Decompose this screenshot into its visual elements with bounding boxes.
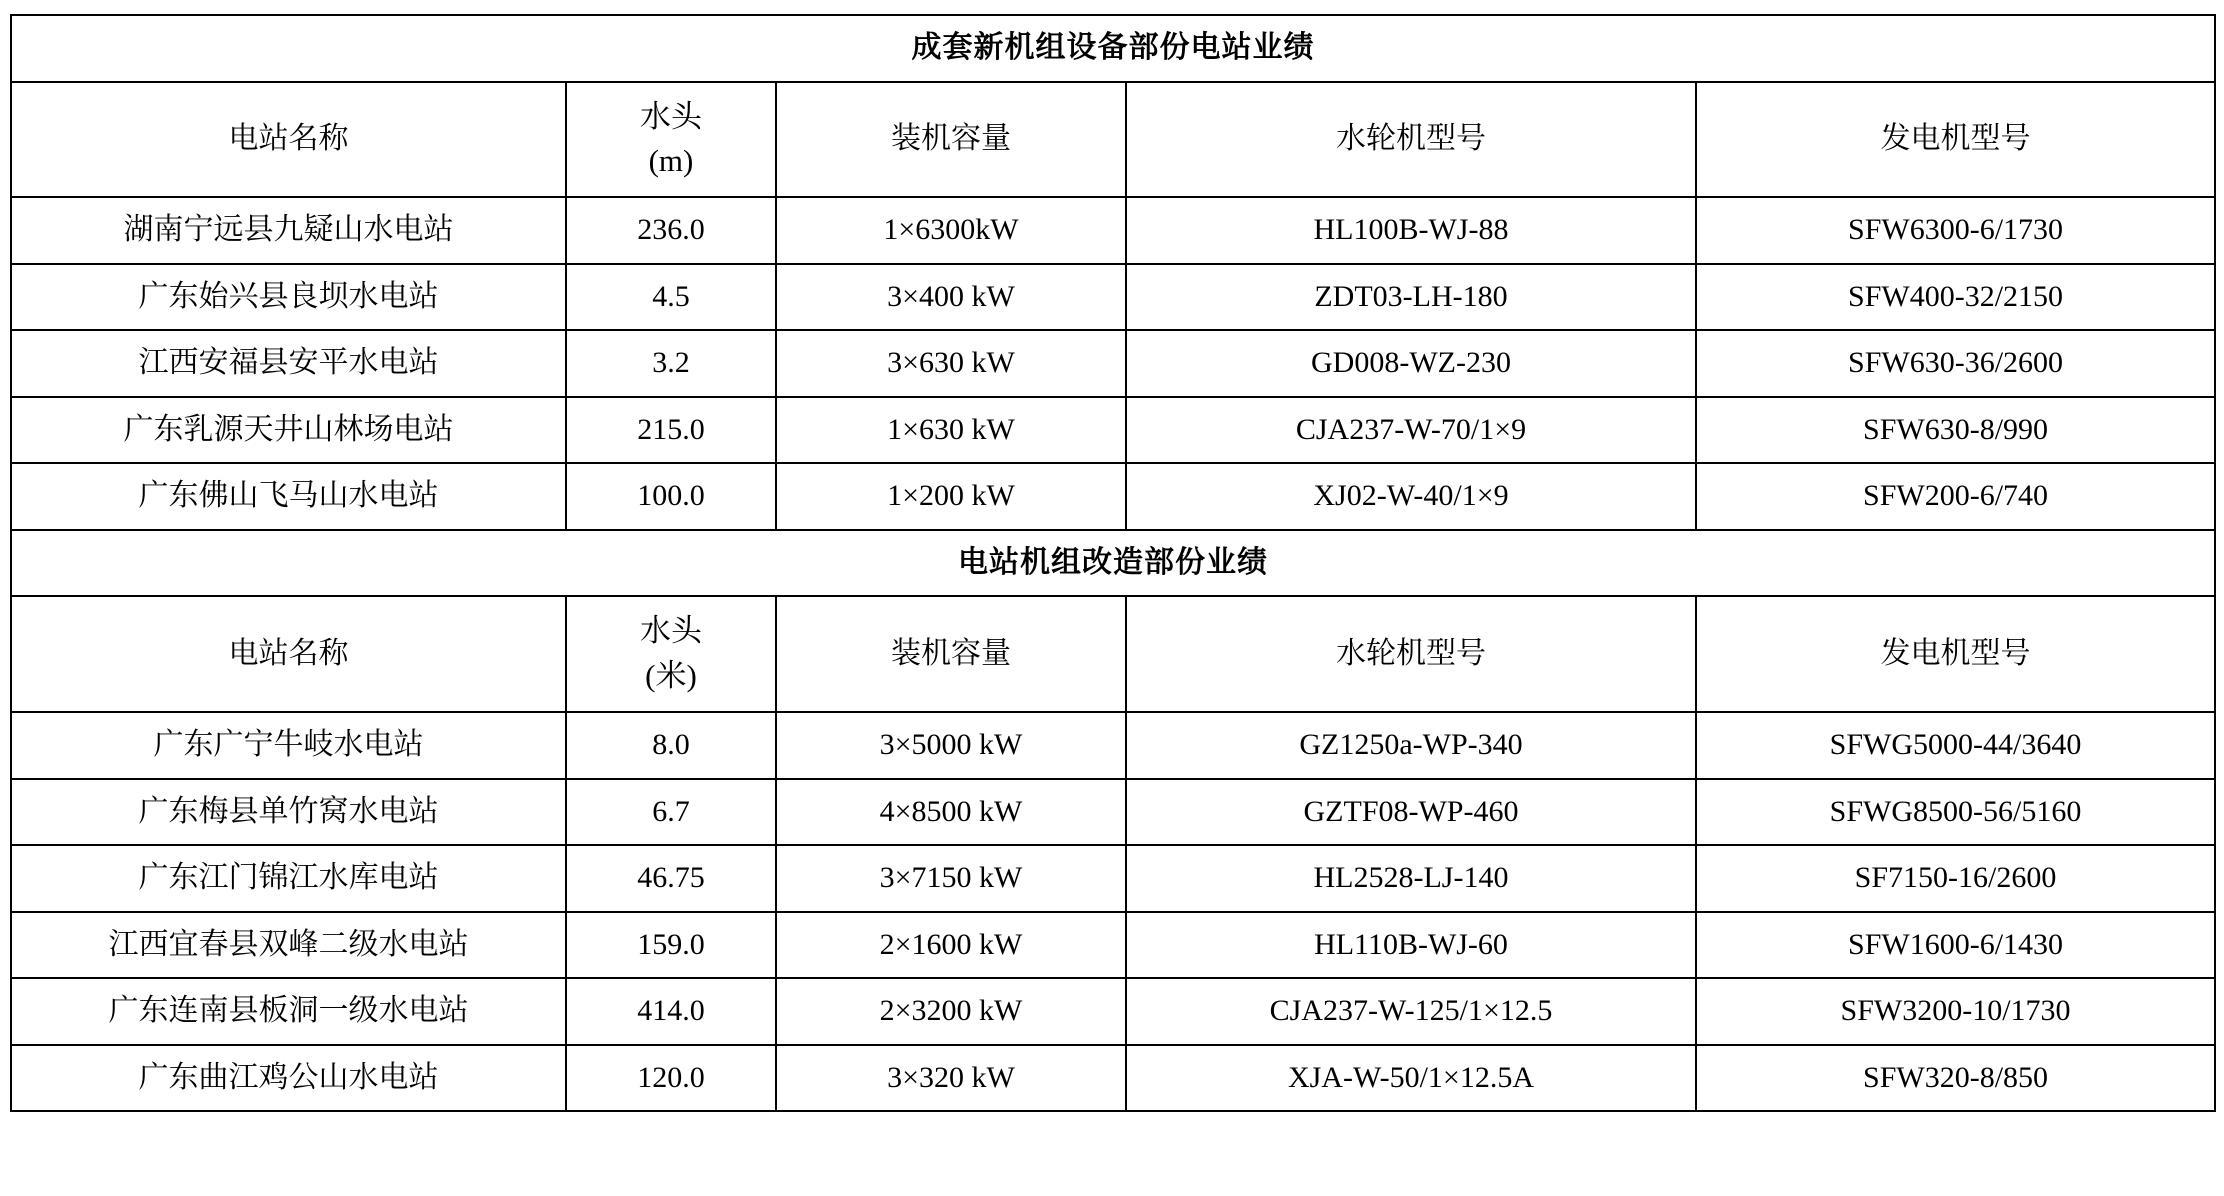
installed-capacity: 3×5000 kW <box>776 712 1126 779</box>
station-name: 广东曲江鸡公山水电站 <box>11 1045 566 1112</box>
table-row <box>11 1045 2215 1112</box>
table-row <box>11 912 2215 979</box>
performance-table <box>10 14 2216 1112</box>
turbine-model: XJA-W-50/1×12.5A <box>1126 1045 1696 1112</box>
header-turbine-model: 水轮机型号 <box>1126 596 1696 712</box>
table-row <box>11 397 2215 464</box>
header-water-head <box>566 596 776 712</box>
water-head: 215.0 <box>566 397 776 464</box>
section-title: 成套新机组设备部份电站业绩 <box>11 15 2215 82</box>
turbine-model: HL2528-LJ-140 <box>1126 845 1696 912</box>
station-name: 广东乳源天井山林场电站 <box>11 397 566 464</box>
station-name: 江西宜春县双峰二级水电站 <box>11 912 566 979</box>
water-head: 6.7 <box>566 779 776 846</box>
header-generator-model: 发电机型号 <box>1696 596 2215 712</box>
table-row <box>11 463 2215 530</box>
station-name: 广东梅县单竹窝水电站 <box>11 779 566 846</box>
header-water-head <box>566 82 776 198</box>
generator-model: SFW3200-10/1730 <box>1696 978 2215 1045</box>
installed-capacity: 1×6300kW <box>776 197 1126 264</box>
table-row <box>11 978 2215 1045</box>
generator-model: SFWG8500-56/5160 <box>1696 779 2215 846</box>
water-head: 4.5 <box>566 264 776 331</box>
turbine-model: XJ02-W-40/1×9 <box>1126 463 1696 530</box>
station-name: 广东江门锦江水库电站 <box>11 845 566 912</box>
installed-capacity: 2×3200 kW <box>776 978 1126 1045</box>
generator-model: SFWG5000-44/3640 <box>1696 712 2215 779</box>
water-head: 8.0 <box>566 712 776 779</box>
station-name: 广东连南县板洞一级水电站 <box>11 978 566 1045</box>
header-capacity: 装机容量 <box>776 82 1126 198</box>
table-row <box>11 197 2215 264</box>
installed-capacity: 4×8500 kW <box>776 779 1126 846</box>
table-row <box>11 712 2215 779</box>
turbine-model: HL110B-WJ-60 <box>1126 912 1696 979</box>
installed-capacity: 3×400 kW <box>776 264 1126 331</box>
installed-capacity: 3×630 kW <box>776 330 1126 397</box>
turbine-model: CJA237-W-70/1×9 <box>1126 397 1696 464</box>
station-name: 广东佛山飞马山水电站 <box>11 463 566 530</box>
installed-capacity: 3×7150 kW <box>776 845 1126 912</box>
station-name: 广东始兴县良坝水电站 <box>11 264 566 331</box>
section-title-row <box>11 530 2215 597</box>
installed-capacity: 2×1600 kW <box>776 912 1126 979</box>
turbine-model: ZDT03-LH-180 <box>1126 264 1696 331</box>
header-generator-model: 发电机型号 <box>1696 82 2215 198</box>
water-head: 120.0 <box>566 1045 776 1112</box>
installed-capacity: 1×630 kW <box>776 397 1126 464</box>
water-head: 414.0 <box>566 978 776 1045</box>
turbine-model: GZTF08-WP-460 <box>1126 779 1696 846</box>
column-header-row <box>11 596 2215 712</box>
header-station-name: 电站名称 <box>11 596 566 712</box>
header-station-name: 电站名称 <box>11 82 566 198</box>
turbine-model: HL100B-WJ-88 <box>1126 197 1696 264</box>
installed-capacity: 1×200 kW <box>776 463 1126 530</box>
turbine-model: CJA237-W-125/1×12.5 <box>1126 978 1696 1045</box>
turbine-model: GZ1250a-WP-340 <box>1126 712 1696 779</box>
header-capacity: 装机容量 <box>776 596 1126 712</box>
installed-capacity: 3×320 kW <box>776 1045 1126 1112</box>
table-row <box>11 330 2215 397</box>
water-head: 236.0 <box>566 197 776 264</box>
water-head: 3.2 <box>566 330 776 397</box>
generator-model: SFW1600-6/1430 <box>1696 912 2215 979</box>
section-title-row <box>11 15 2215 82</box>
station-name: 江西安福县安平水电站 <box>11 330 566 397</box>
generator-model: SFW6300-6/1730 <box>1696 197 2215 264</box>
water-head: 100.0 <box>566 463 776 530</box>
header-water-head-line1: 水头 <box>640 613 702 649</box>
table-row <box>11 779 2215 846</box>
station-name: 广东广宁牛岐水电站 <box>11 712 566 779</box>
turbine-model: GD008-WZ-230 <box>1126 330 1696 397</box>
generator-model: SFW400-32/2150 <box>1696 264 2215 331</box>
water-head: 159.0 <box>566 912 776 979</box>
header-water-head-unit: (米) <box>645 658 697 694</box>
generator-model: SFW200-6/740 <box>1696 463 2215 530</box>
header-water-head-unit: (m) <box>648 143 694 179</box>
table-row <box>11 845 2215 912</box>
header-turbine-model: 水轮机型号 <box>1126 82 1696 198</box>
generator-model: SF7150-16/2600 <box>1696 845 2215 912</box>
generator-model: SFW320-8/850 <box>1696 1045 2215 1112</box>
generator-model: SFW630-8/990 <box>1696 397 2215 464</box>
generator-model: SFW630-36/2600 <box>1696 330 2215 397</box>
section-title: 电站机组改造部份业绩 <box>11 530 2215 597</box>
station-name: 湖南宁远县九疑山水电站 <box>11 197 566 264</box>
table-row <box>11 264 2215 331</box>
header-water-head-line1: 水头 <box>640 98 702 134</box>
water-head: 46.75 <box>566 845 776 912</box>
column-header-row <box>11 82 2215 198</box>
